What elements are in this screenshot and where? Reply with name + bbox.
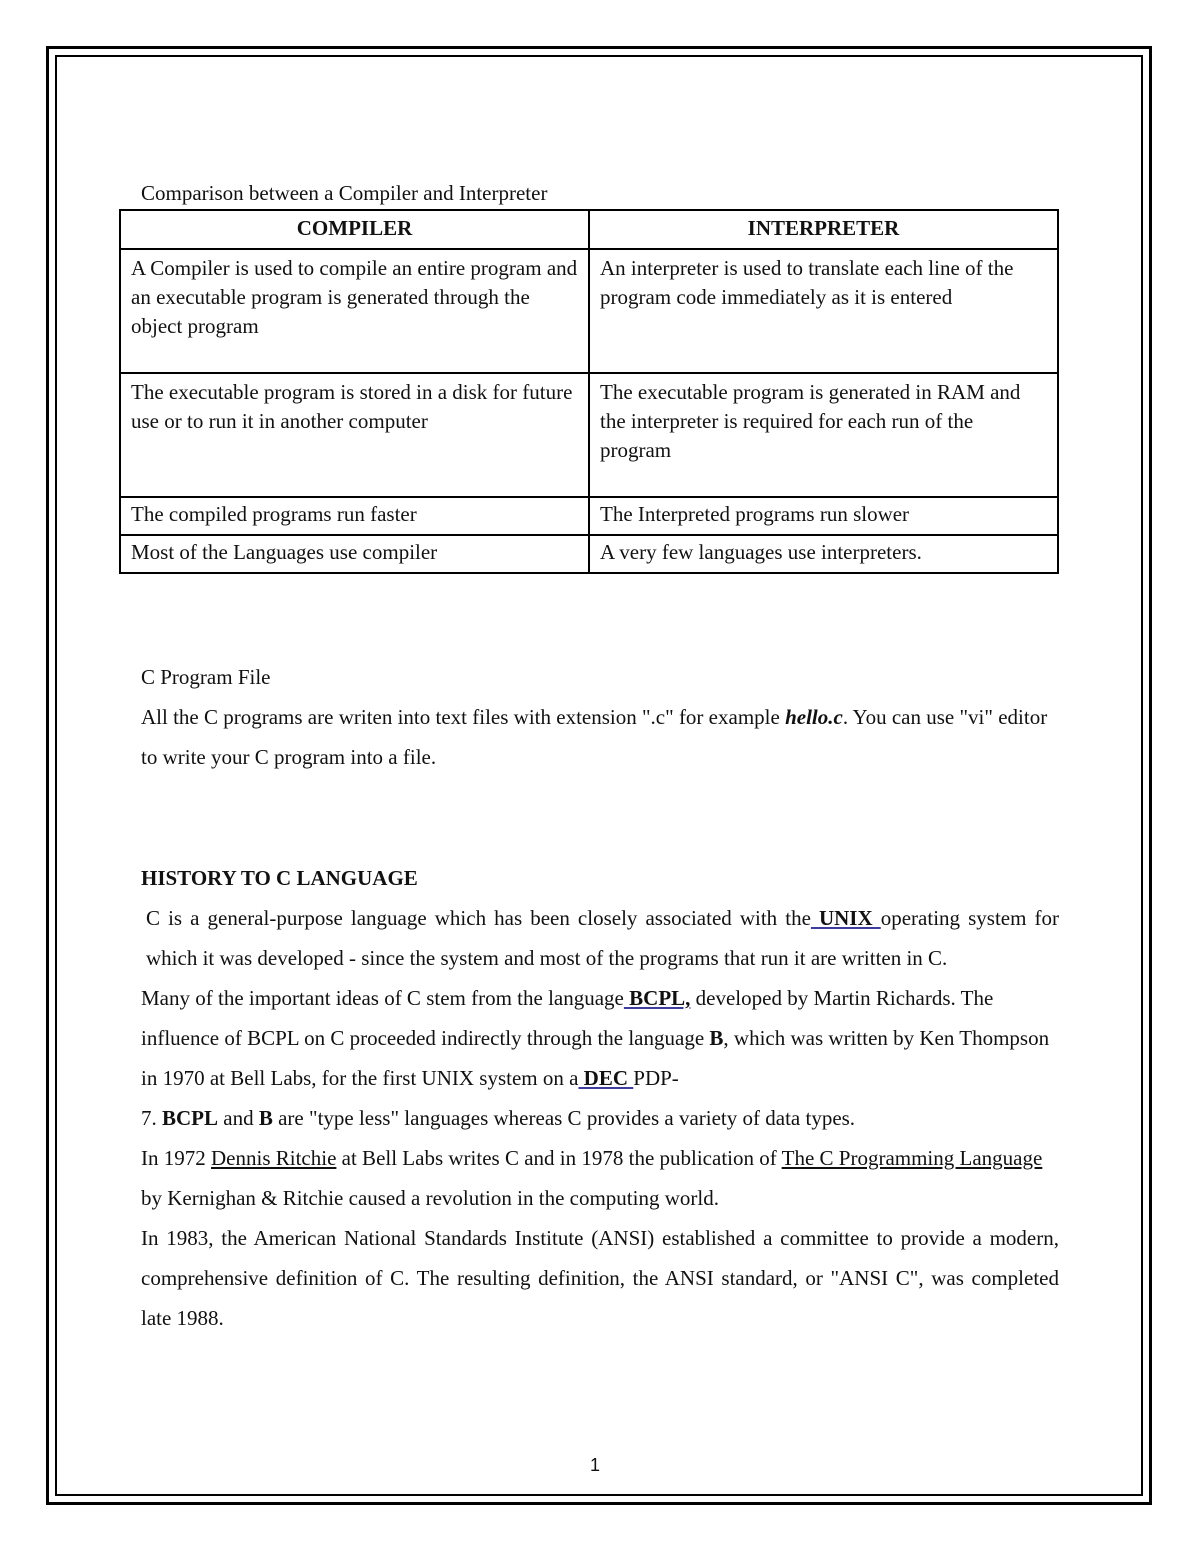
comparison-table bbox=[119, 209, 1059, 574]
history-paragraph-3: 7. BCPL and B are "type less" languages whereas C provides a variety of data types. bbox=[141, 1106, 856, 1130]
c-program-file-section bbox=[141, 657, 1059, 777]
table-cell: An interpreter is used to translate each line of the program code immediately as it is entered bbox=[589, 249, 1058, 373]
table-cell: The compiled programs run faster bbox=[120, 497, 589, 535]
history-paragraph-4: In 1972 Dennis Ritchie at Bell Labs writes C and in 1978 the publication of The C Programming Language by Kernighan & Ritchie caused a revolution in the computing world. bbox=[141, 1146, 1043, 1210]
table-cell: The executable program is stored in a disk for future use or to run it in another computer bbox=[120, 373, 589, 497]
table-row bbox=[120, 373, 1058, 497]
table-cell: Most of the Languages use compiler bbox=[120, 535, 589, 573]
table-cell: A Compiler is used to compile an entire program and an executable program is generated through the object program bbox=[120, 249, 589, 373]
history-paragraph-5: In 1983, the American National Standards Institute (ANSI) established a committee to provide a modern, comprehensive definition of C. The resulting definition, the ANSI standard, or "ANSI C", was completed late 1988. bbox=[141, 1226, 1059, 1330]
c-programming-language-link[interactable]: The C Programming Language bbox=[781, 1146, 1043, 1170]
table-cell: The Interpreted programs run slower bbox=[589, 497, 1058, 535]
table-header-row bbox=[120, 210, 1058, 249]
table-row bbox=[120, 249, 1058, 373]
table-row bbox=[120, 535, 1058, 573]
table-caption: Comparison between a Compiler and Interpreter bbox=[141, 181, 548, 205]
table-cell: A very few languages use interpreters. bbox=[589, 535, 1058, 573]
header-compiler: COMPILER bbox=[120, 210, 589, 249]
history-paragraph-2: Many of the important ideas of C stem from the language BCPL, developed by Martin Richards. The influence of BCPL on C proceeded indirectly through the language B, which was written by Ken Thompson in 1970 at Bell Labs, for the first UNIX system on a DEC PDP- bbox=[141, 986, 1050, 1090]
table-row bbox=[120, 497, 1058, 535]
history-heading: HISTORY TO C LANGUAGE bbox=[141, 866, 418, 890]
page-number: 1 bbox=[590, 1455, 601, 1475]
filename-example: hello.c bbox=[785, 705, 843, 729]
dennis-ritchie-link[interactable]: Dennis Ritchie bbox=[211, 1146, 337, 1170]
history-section bbox=[141, 858, 1059, 1338]
table-cell: The executable program is generated in RAM and the interpreter is required for each run of the program bbox=[589, 373, 1058, 497]
dec-link[interactable]: DEC bbox=[578, 1066, 634, 1090]
c-file-title: C Program File bbox=[141, 665, 271, 689]
header-interpreter: INTERPRETER bbox=[589, 210, 1058, 249]
bcpl-link[interactable]: BCPL, bbox=[623, 986, 691, 1010]
c-file-paragraph: All the C programs are writen into text files with extension ".c" for example hello.c. You can use "vi" editor to write your C program into a file. bbox=[141, 705, 1048, 769]
history-paragraph-1: C is a general-purpose language which has been closely associated with the UNIX operating system for which it was developed - since the system and most of the programs that run it are written in C. bbox=[146, 906, 1059, 970]
unix-link[interactable]: UNIX bbox=[810, 906, 881, 930]
